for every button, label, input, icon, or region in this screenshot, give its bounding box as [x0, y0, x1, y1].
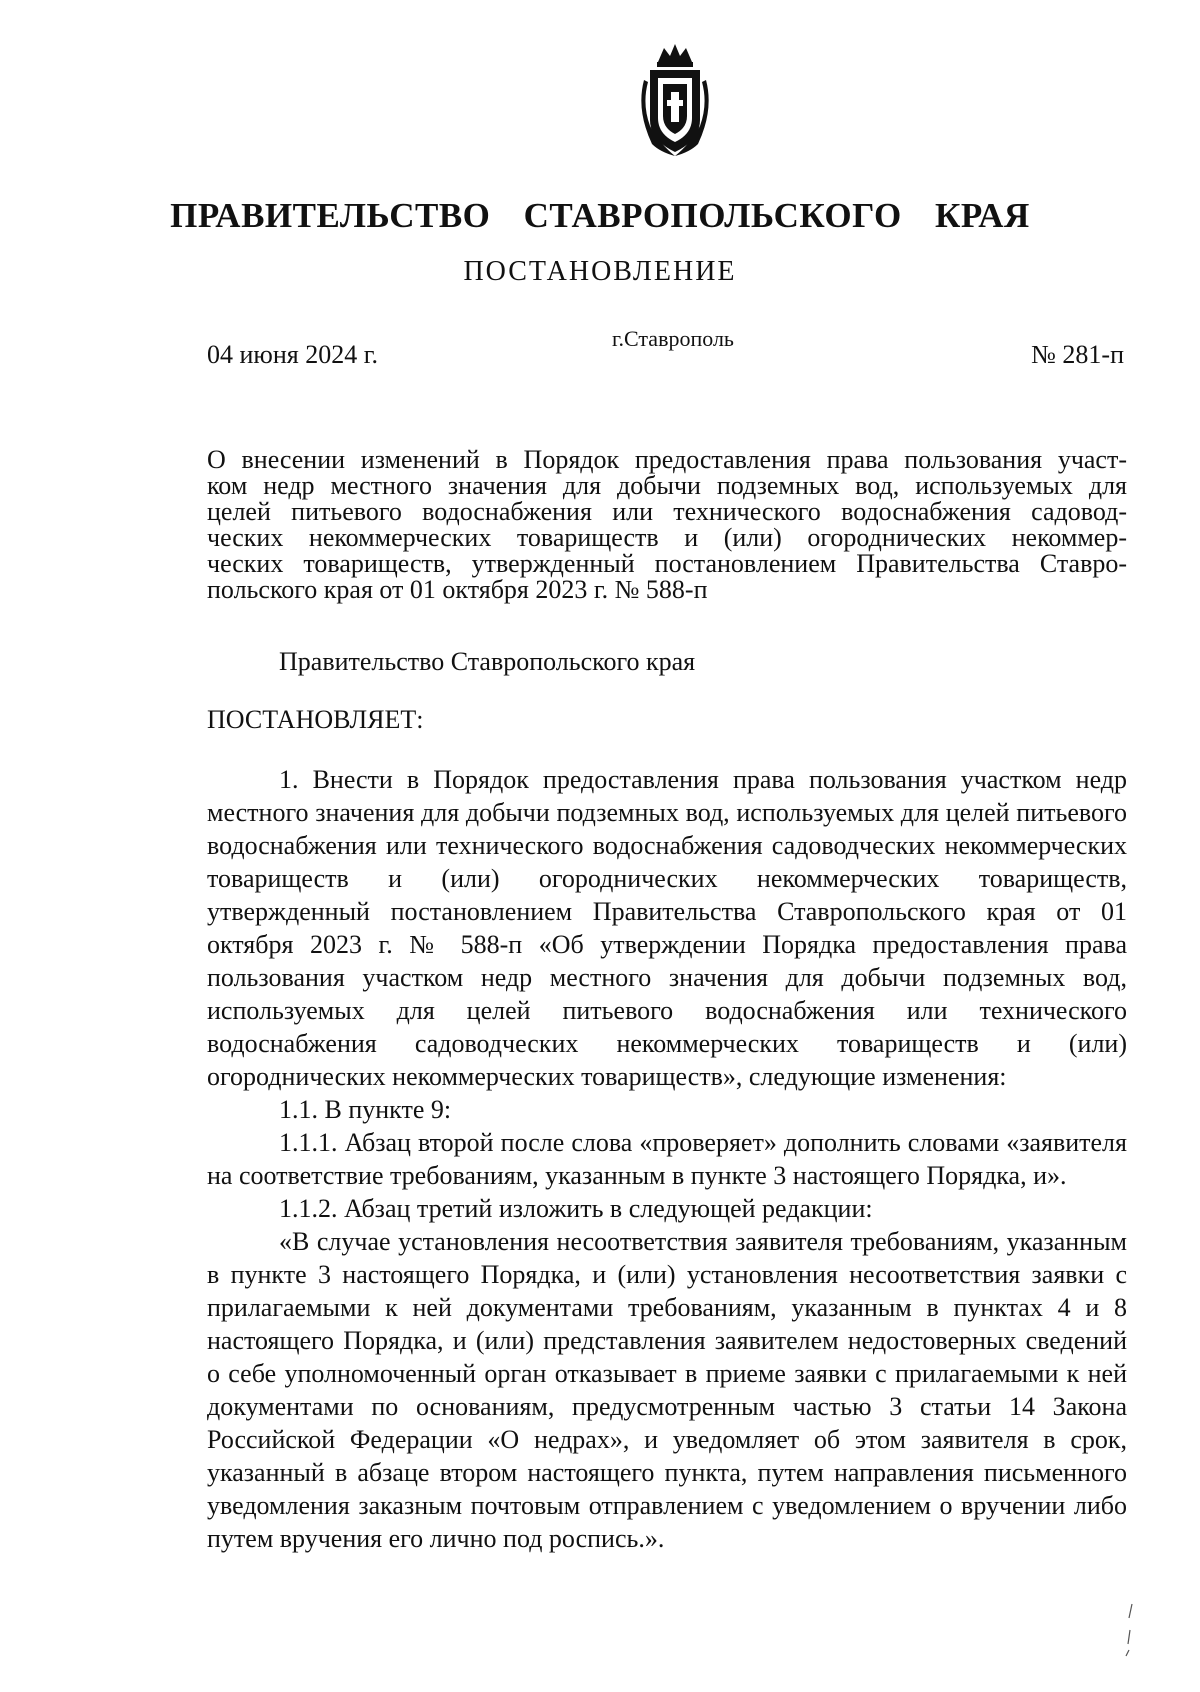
subject-line: ческих товариществ, утвержденный постановлением Правительства Ставро- [207, 549, 1127, 578]
subject-line: ческих некоммерческих товариществ и (или) огороднических некоммер- [207, 523, 1127, 552]
document-date: 04 июня 2024 г. [207, 340, 378, 369]
subject-line: польского края от 01 октября 2023 г. № 588-п [207, 575, 708, 604]
document-city: г.Ставрополь [612, 326, 734, 351]
body-paragraph: 1.1.2. Абзац третий изложить в следующей редакции: [279, 1194, 873, 1223]
preamble-government: Правительство Ставропольского края [279, 647, 696, 676]
page-mark [1120, 1600, 1140, 1660]
subject-line: О внесении изменений в Порядок предоставления права пользования участ- [207, 445, 1127, 474]
stavropol-coat-of-arms-icon [630, 40, 720, 160]
body-paragraph: 1. Внести в Порядок предоставления права пользования участком недр местного значения для добычи подземных вод, используемых для целей питьевого водоснабжения или технического водоснабжения садоводческих некоммерческих товариществ и (или) огороднических некоммерческих товариществ, утвержденный постановлением Правительства Ставропольского края от 01 октября 2023 г. № 588-п «Об утверждении Порядка предоставления права пользования участком недр местного значения для добычи подземных вод, используемых для целей питьевого водоснабжения или технического водоснабжения садоводческих некоммерческих товариществ и (или) огороднических некоммерческих товариществ», следующие изменения: [207, 765, 1127, 1091]
body-paragraph: 1.1.1. Абзац второй после слова «проверяет» дополнить словами «заявителя на соответствие требованиям, указанным в пункте 3 настоящего Порядка, и». [207, 1128, 1127, 1190]
subject-line: целей питьевого водоснабжения или технического водоснабжения садовод- [207, 497, 1127, 526]
document-number: № 281-п [1031, 340, 1124, 369]
body-paragraph: 1.1. В пункте 9: [279, 1095, 452, 1124]
body-paragraph: «В случае установления несоответствия заявителя требованиям, указанным в пункте 3 настоящего Порядка, и (или) установления несоответствия заявки с прилагаемыми к ней документами требованиям, указанным в пунктах 4 и 8 настоящего Порядка, и (или) представления заявителем недостоверных сведений о себе уполномоченный орган отказывает в приеме заявки с прилагаемыми к ней документами по основаниям, предусмотренным частью 3 статьи 14 Закона Российской Федерации «О недрах», и уведомляет об этом заявителя в срок, указанный в абзаце втором настоящего пункта, путем направления письменного уведомления заказным почтовым отправлением с уведомлением о вручении либо путем вручения его лично под роспись.». [207, 1227, 1127, 1553]
document-subject [207, 447, 1127, 603]
preamble-resolves: ПОСТАНОВЛЯЕТ: [207, 705, 424, 734]
document-body [207, 763, 1127, 1555]
organization-title: ПРАВИТЕЛЬСТВО СТАВРОПОЛЬСКОГО КРАЯ [170, 196, 1030, 235]
subject-line: ком недр местного значения для добычи подземных вод, используемых для [207, 471, 1127, 500]
document-type: ПОСТАНОВЛЕНИЕ [463, 256, 737, 287]
